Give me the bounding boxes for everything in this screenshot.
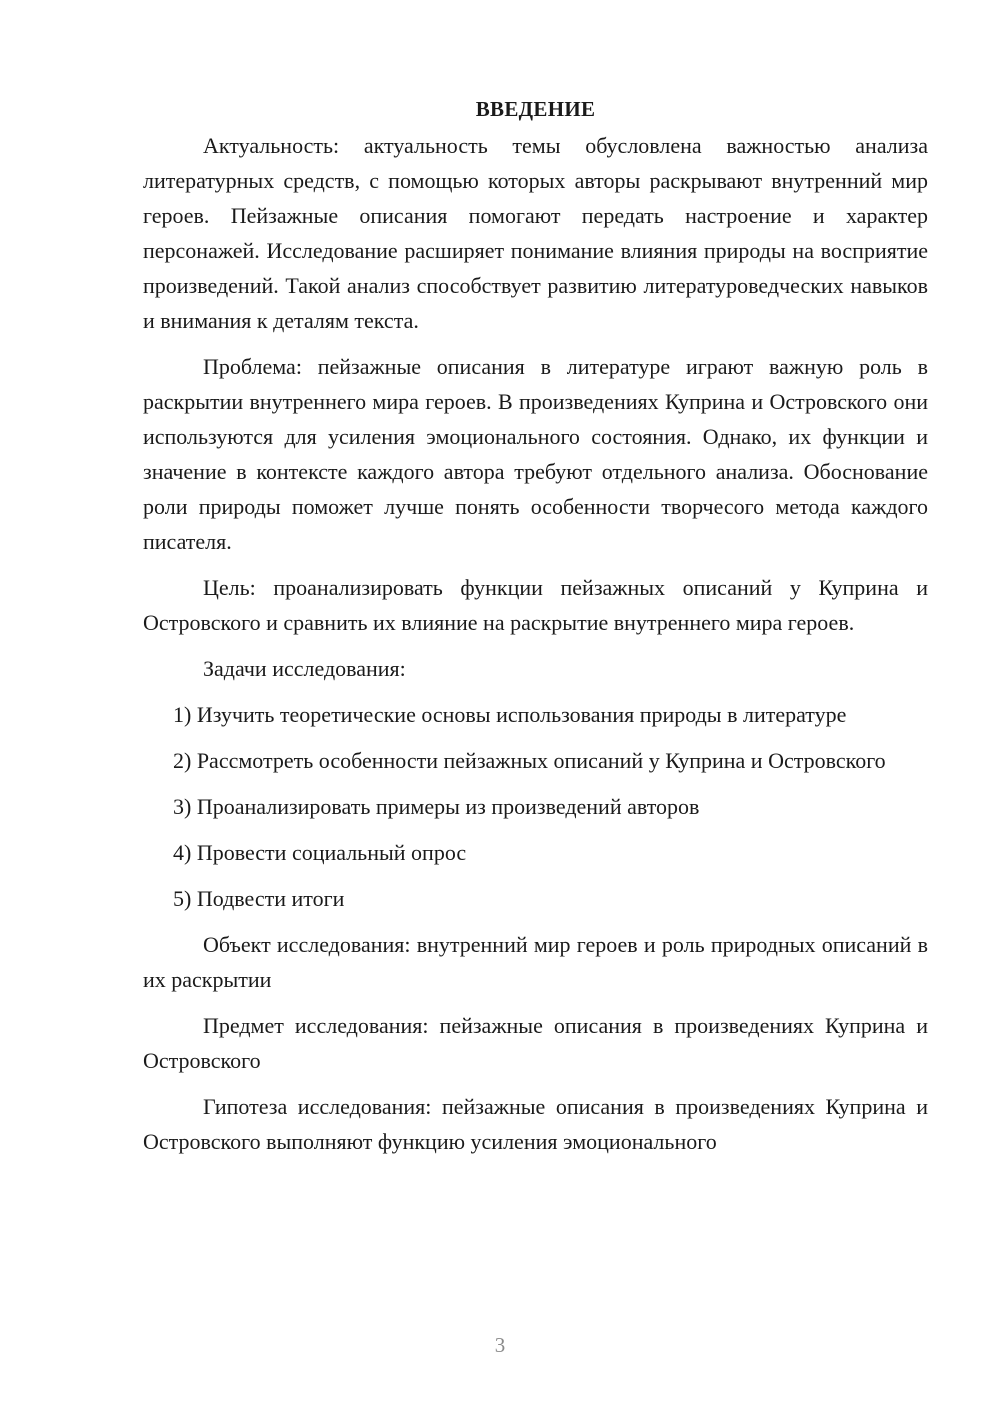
page-number: 3 bbox=[494, 1333, 506, 1357]
paragraph-subject: Предмет исследования: пейзажные описания в произведениях Куприна и Островского bbox=[143, 1013, 928, 1073]
list-item: 4) Провести социальный опрос bbox=[173, 840, 467, 865]
paragraph-goal: Цель: проанализировать функции пейзажных описаний у Куприна и Островского и сравнить их влияние на раскрытие внутреннего мира героев. bbox=[143, 575, 928, 635]
tasks-list bbox=[143, 697, 928, 916]
paragraph-hypothesis: Гипотеза исследования: пейзажные описания в произведениях Куприна и Островского выполняют функцию усиления эмоционального bbox=[143, 1094, 928, 1154]
list-item: 5) Подвести итоги bbox=[173, 886, 345, 911]
list-item: 1) Изучить теоретические основы использования природы в литературе bbox=[173, 702, 847, 727]
tasks-heading: Задачи исследования: bbox=[203, 656, 406, 681]
list-item: 3) Проанализировать примеры из произведений авторов bbox=[173, 794, 700, 819]
list-item: 2) Рассмотреть особенности пейзажных описаний у Куприна и Островского bbox=[173, 748, 886, 773]
page-title: ВВЕДЕНИЕ bbox=[475, 97, 596, 121]
document-page bbox=[143, 92, 928, 1170]
paragraph-relevance: Актуальность: актуальность темы обусловлена важностью анализа литературных средств, с помощью которых авторы раскрывают внутренний мир героев. Пейзажные описания помогают передать настроение и характер персонажей. Исследование расширяет понимание влияния природы на восприятие произведений. Такой анализ способствует развитию литературоведческих навыков и внимания к деталям текста. bbox=[143, 133, 928, 333]
paragraph-problem: Проблема: пейзажные описания в литературе играют важную роль в раскрытии внутреннего мира героев. В произведениях Куприна и Островского они используются для усиления эмоционального состояния. Однако, их функции и значение в контексте каждого автора требуют отдельного анализа. Обоснование роли природы поможет лучше понять особенности творчесого метода каждого писателя. bbox=[143, 354, 928, 554]
paragraph-object: Объект исследования: внутренний мир героев и роль природных описаний в их раскрытии bbox=[143, 932, 928, 992]
